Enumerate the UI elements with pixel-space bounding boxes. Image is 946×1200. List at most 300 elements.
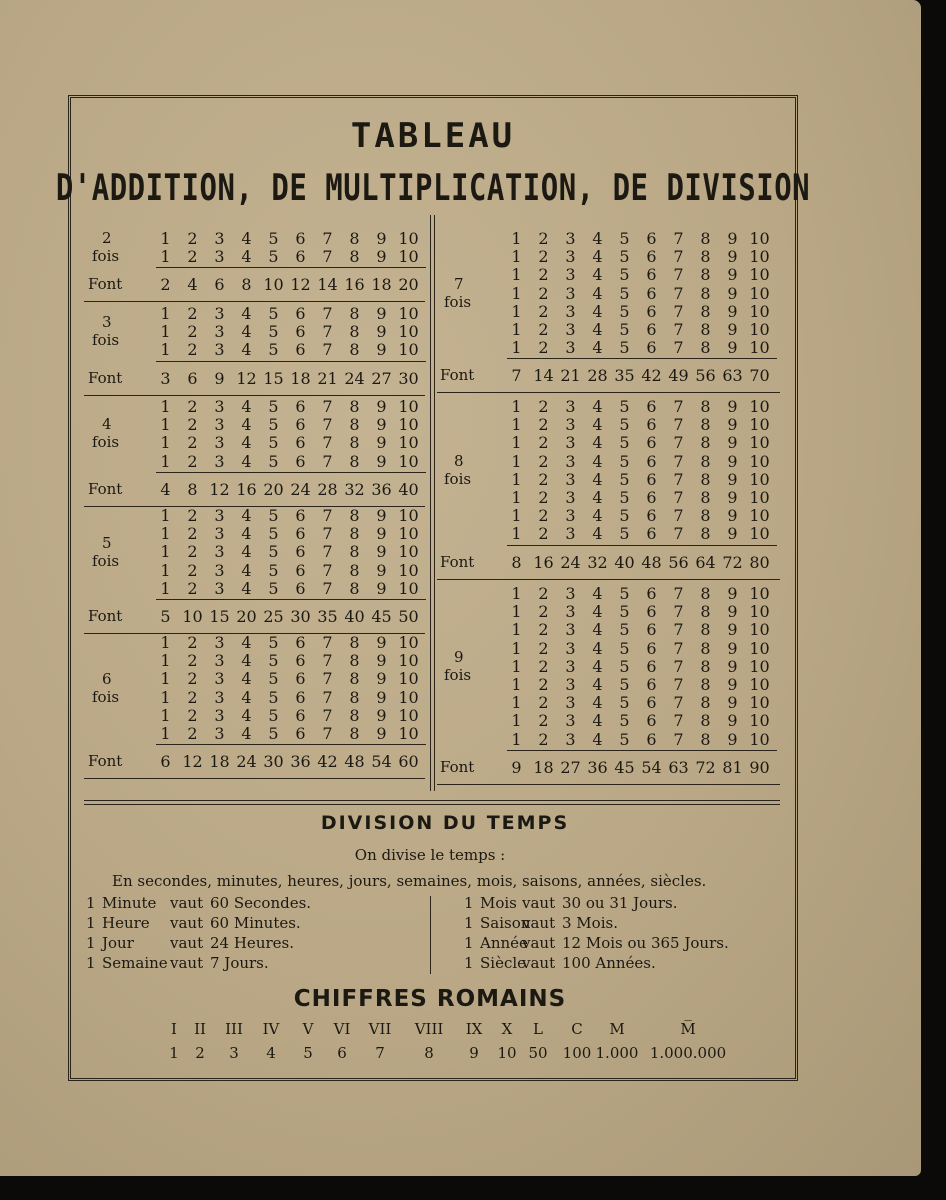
table-cell: 5 <box>268 433 279 453</box>
table-cell: 1 <box>160 340 171 360</box>
arabic-numeral: 50 <box>528 1044 548 1062</box>
table-cell: 3 <box>565 397 576 416</box>
table-cell: 4 <box>592 451 603 471</box>
table-cell: 6 <box>646 469 657 489</box>
table-cell: 7 <box>673 397 684 416</box>
table-cell: 2 <box>538 338 549 358</box>
table-cell: 6 <box>646 433 657 453</box>
table-cell: 10 <box>749 488 770 507</box>
table-cell: 1 <box>511 675 522 694</box>
table-cell: 9 <box>727 451 738 471</box>
table-cell: 5 <box>268 322 279 342</box>
table-cell: 2 <box>538 584 549 603</box>
table-cell: 9 <box>376 415 387 435</box>
time-value: 30 ou 31 Jours. <box>562 894 678 912</box>
table-cell: 10 <box>749 247 770 267</box>
table-cell: 7 <box>673 711 684 731</box>
table-cell: 9 <box>376 340 387 360</box>
table-result: 32 <box>344 479 365 499</box>
table-cell: 4 <box>241 397 252 416</box>
table-3-underline <box>156 361 426 362</box>
table-cell: 6 <box>646 524 657 544</box>
table-cell: 5 <box>619 229 630 248</box>
table-cell: 6 <box>646 656 657 676</box>
table-8-font-label: Font <box>440 552 475 571</box>
table-cell: 8 <box>700 433 711 453</box>
table-cell: 9 <box>727 320 738 339</box>
table-cell: 4 <box>592 602 603 622</box>
table-result: 18 <box>533 757 554 777</box>
table-cell: 9 <box>727 488 738 507</box>
table-cell: 6 <box>295 560 306 580</box>
table-cell: 6 <box>295 415 306 435</box>
table-cell: 3 <box>214 340 225 360</box>
table-5-font-label: Font <box>88 607 123 625</box>
table-6-row <box>152 633 422 652</box>
table-result: 45 <box>371 607 392 626</box>
arabic-numeral: 1 <box>169 1044 179 1062</box>
table-cell: 8 <box>349 633 360 652</box>
table-cell: 8 <box>700 338 711 358</box>
arabic-numeral: 6 <box>337 1044 347 1062</box>
table-result: 90 <box>749 757 770 777</box>
table-cell: 9 <box>376 578 387 598</box>
time-qty: 1 <box>464 894 474 912</box>
table-cell: 8 <box>700 247 711 267</box>
table-result: 32 <box>587 552 608 572</box>
table-cell: 3 <box>565 584 576 603</box>
table-4-row <box>152 452 422 471</box>
table-cell: 6 <box>646 675 657 694</box>
table-result: 40 <box>614 552 635 572</box>
table-cell: 10 <box>398 578 419 598</box>
table-cell: 1 <box>160 687 171 707</box>
table-cell: 9 <box>376 247 387 267</box>
table-cell: 2 <box>187 304 198 323</box>
table-5-row <box>152 542 422 561</box>
table-cell: 7 <box>322 433 333 453</box>
arabic-numeral: 10 <box>497 1044 517 1062</box>
table-cell: 7 <box>673 247 684 267</box>
table-cell: 4 <box>241 340 252 360</box>
time-value: 60 Minutes. <box>210 914 301 932</box>
arabic-numeral: 1.000 <box>595 1044 639 1062</box>
table-cell: 10 <box>749 415 770 435</box>
table-4-underline <box>156 472 426 473</box>
table-result: 6 <box>187 368 198 388</box>
table-cell: 5 <box>619 283 630 303</box>
table-cell: 1 <box>160 651 171 671</box>
table-cell: 6 <box>646 729 657 749</box>
time-verb: vaut <box>170 894 204 912</box>
table-2-row <box>152 229 422 248</box>
table-cell: 10 <box>398 415 419 435</box>
table-9-row <box>503 693 773 712</box>
table-cell: 9 <box>376 669 387 689</box>
time-unit: Siècle <box>480 954 527 972</box>
table-3-font-label: Font <box>88 368 123 387</box>
table-result: 10 <box>182 607 203 626</box>
table-8-row <box>503 433 773 452</box>
table-2-label-number: 2 <box>102 229 112 248</box>
table-cell: 8 <box>700 488 711 507</box>
table-cell: 8 <box>700 584 711 603</box>
table-result: 21 <box>560 366 581 386</box>
table-6-font-label: Font <box>88 752 123 771</box>
time-unit: Mois <box>480 894 517 912</box>
table-cell: 9 <box>376 322 387 342</box>
table-cell: 4 <box>241 247 252 267</box>
table-cell: 9 <box>376 724 387 743</box>
table-result: 3 <box>160 368 171 388</box>
time-unit: Saison <box>480 914 531 932</box>
table-7-font-label: Font <box>440 366 475 385</box>
table-cell: 2 <box>187 669 198 689</box>
table-result: 8 <box>187 479 198 499</box>
table-cell: 9 <box>376 229 387 248</box>
table-cell: 6 <box>646 301 657 321</box>
table-5-row <box>152 561 422 580</box>
table-result: 30 <box>263 752 284 772</box>
table-cell: 1 <box>511 506 522 526</box>
roman-numeral: I <box>171 1020 177 1038</box>
table-cell: 7 <box>322 415 333 435</box>
table-cell: 5 <box>619 397 630 416</box>
table-cell: 9 <box>727 506 738 526</box>
table-result: 10 <box>263 275 284 295</box>
table-cell: 1 <box>160 542 171 562</box>
table-result: 48 <box>344 752 365 772</box>
table-result: 18 <box>209 752 230 772</box>
table-cell: 4 <box>592 301 603 321</box>
table-cell: 7 <box>322 397 333 416</box>
table-cell: 9 <box>376 506 387 525</box>
table-cell: 10 <box>398 524 419 544</box>
table-cell: 2 <box>187 687 198 707</box>
table-cell: 10 <box>749 229 770 248</box>
table-cell: 9 <box>376 633 387 652</box>
roman-numeral: VI <box>333 1020 351 1038</box>
table-cell: 5 <box>619 433 630 453</box>
table-result: 18 <box>371 275 392 295</box>
table-cell: 8 <box>700 229 711 248</box>
table-8-results <box>503 553 773 572</box>
table-cell: 5 <box>619 656 630 676</box>
table-result: 54 <box>371 752 392 772</box>
table-cell: 4 <box>241 669 252 689</box>
table-cell: 3 <box>214 451 225 471</box>
roman-numeral: IV <box>262 1020 280 1038</box>
table-result: 63 <box>722 366 743 386</box>
table-cell: 2 <box>187 397 198 416</box>
table-result: 54 <box>641 757 662 777</box>
table-cell: 7 <box>322 506 333 525</box>
table-cell: 7 <box>322 651 333 671</box>
table-cell: 3 <box>565 524 576 544</box>
table-cell: 5 <box>619 584 630 603</box>
table-cell: 6 <box>295 229 306 248</box>
table-cell: 4 <box>241 560 252 580</box>
table-cell: 2 <box>538 451 549 471</box>
table-cell: 3 <box>565 229 576 248</box>
table-cell: 6 <box>646 620 657 640</box>
table-cell: 2 <box>538 320 549 339</box>
table-3-separator <box>84 395 425 396</box>
table-cell: 10 <box>749 506 770 526</box>
table-cell: 1 <box>511 711 522 731</box>
roman-numeral: V <box>302 1020 314 1038</box>
table-cell: 1 <box>160 724 171 743</box>
table-result: 8 <box>511 552 522 572</box>
table-cell: 10 <box>398 669 419 689</box>
table-cell: 4 <box>592 524 603 544</box>
table-cell: 2 <box>538 469 549 489</box>
table-cell: 7 <box>322 451 333 471</box>
section-divider <box>84 800 780 805</box>
table-cell: 4 <box>241 542 252 562</box>
table-cell: 5 <box>619 693 630 713</box>
table-cell: 10 <box>749 283 770 303</box>
table-cell: 1 <box>160 560 171 580</box>
table-cell: 9 <box>727 301 738 321</box>
table-cell: 6 <box>646 488 657 507</box>
table-cell: 1 <box>511 729 522 749</box>
table-7-row <box>503 247 773 266</box>
table-result: 35 <box>317 607 338 626</box>
table-cell: 4 <box>241 524 252 544</box>
table-8-label-number: 8 <box>454 451 464 470</box>
table-cell: 4 <box>592 469 603 489</box>
table-cell: 2 <box>187 542 198 562</box>
table-cell: 7 <box>322 340 333 360</box>
table-result: 24 <box>236 752 257 772</box>
table-cell: 3 <box>565 729 576 749</box>
page-title: TABLEAU <box>350 116 516 156</box>
table-result: 12 <box>236 368 257 388</box>
table-cell: 5 <box>619 524 630 544</box>
table-cell: 4 <box>241 229 252 248</box>
table-cell: 10 <box>749 711 770 731</box>
table-5-row <box>152 579 422 598</box>
table-cell: 5 <box>619 338 630 358</box>
table-cell: 2 <box>538 229 549 248</box>
table-cell: 5 <box>268 669 279 689</box>
table-cell: 1 <box>160 247 171 267</box>
table-cell: 1 <box>160 506 171 525</box>
time-unit: Jour <box>102 934 134 952</box>
table-cell: 1 <box>160 633 171 652</box>
roman-numeral: II <box>194 1020 206 1038</box>
table-cell: 3 <box>214 669 225 689</box>
time-qty: 1 <box>464 934 474 952</box>
table-result: 27 <box>371 368 392 388</box>
table-result: 56 <box>695 366 716 386</box>
table-9-row <box>503 584 773 603</box>
table-result: 4 <box>160 479 171 499</box>
table-cell: 7 <box>673 656 684 676</box>
table-cell: 6 <box>295 451 306 471</box>
table-cell: 5 <box>619 488 630 507</box>
table-cell: 2 <box>538 301 549 321</box>
table-cell: 1 <box>160 322 171 342</box>
table-cell: 8 <box>700 656 711 676</box>
table-cell: 9 <box>727 602 738 622</box>
table-cell: 7 <box>322 724 333 743</box>
table-cell: 3 <box>565 488 576 507</box>
table-cell: 4 <box>592 283 603 303</box>
table-cell: 3 <box>214 524 225 544</box>
table-cell: 9 <box>727 469 738 489</box>
table-6-label-fois: fois <box>92 687 120 706</box>
table-cell: 4 <box>241 651 252 671</box>
table-cell: 9 <box>727 638 738 658</box>
table-cell: 10 <box>749 638 770 658</box>
table-cell: 8 <box>700 729 711 749</box>
table-cell: 3 <box>565 469 576 489</box>
table-cell: 10 <box>749 656 770 676</box>
table-cell: 7 <box>673 584 684 603</box>
table-cell: 6 <box>646 338 657 358</box>
table-cell: 10 <box>398 451 419 471</box>
table-cell: 7 <box>673 488 684 507</box>
table-cell: 5 <box>619 729 630 749</box>
table-result: 70 <box>749 366 770 386</box>
table-cell: 6 <box>646 451 657 471</box>
table-cell: 5 <box>619 265 630 285</box>
table-4-results <box>152 480 422 499</box>
table-8-row <box>503 452 773 471</box>
table-cell: 2 <box>187 506 198 525</box>
table-cell: 3 <box>565 506 576 526</box>
table-cell: 8 <box>349 506 360 525</box>
table-cell: 9 <box>727 729 738 749</box>
table-cell: 8 <box>700 693 711 713</box>
table-result: 6 <box>160 752 171 772</box>
table-result: 15 <box>209 607 230 626</box>
table-cell: 1 <box>511 602 522 622</box>
table-cell: 1 <box>511 283 522 303</box>
table-cell: 5 <box>268 651 279 671</box>
table-cell: 3 <box>214 322 225 342</box>
table-cell: 2 <box>187 451 198 471</box>
table-9-font-label: Font <box>440 757 475 776</box>
table-cell: 6 <box>295 542 306 562</box>
table-7-row <box>503 338 773 357</box>
table-cell: 6 <box>646 584 657 603</box>
table-result: 42 <box>641 366 662 386</box>
table-cell: 6 <box>295 669 306 689</box>
time-verb: vaut <box>170 914 204 932</box>
table-cell: 2 <box>538 638 549 658</box>
table-result: 25 <box>263 607 284 626</box>
table-cell: 1 <box>160 578 171 598</box>
table-cell: 8 <box>700 711 711 731</box>
table-cell: 1 <box>160 524 171 544</box>
table-cell: 1 <box>511 247 522 267</box>
table-cell: 10 <box>398 304 419 323</box>
table-cell: 10 <box>398 687 419 707</box>
table-cell: 1 <box>511 656 522 676</box>
table-cell: 8 <box>349 451 360 471</box>
table-cell: 4 <box>592 433 603 453</box>
table-cell: 7 <box>673 693 684 713</box>
table-cell: 8 <box>700 506 711 526</box>
table-result: 8 <box>241 275 252 295</box>
table-result: 35 <box>614 366 635 386</box>
table-8-row <box>503 415 773 434</box>
time-qty: 1 <box>86 914 96 932</box>
table-result: 20 <box>236 607 257 626</box>
table-cell: 4 <box>592 415 603 435</box>
table-cell: 6 <box>646 283 657 303</box>
table-2-row <box>152 247 422 266</box>
table-cell: 4 <box>592 247 603 267</box>
table-8-underline <box>507 545 777 546</box>
table-cell: 8 <box>700 301 711 321</box>
table-cell: 9 <box>727 524 738 544</box>
table-cell: 3 <box>214 542 225 562</box>
table-result: 20 <box>398 275 419 295</box>
table-result: 7 <box>511 366 522 386</box>
table-cell: 4 <box>592 338 603 358</box>
table-cell: 4 <box>592 397 603 416</box>
table-4-row <box>152 433 422 452</box>
table-cell: 5 <box>619 675 630 694</box>
arabic-numeral: 4 <box>266 1044 276 1062</box>
table-cell: 8 <box>349 578 360 598</box>
table-cell: 7 <box>673 524 684 544</box>
table-cell: 8 <box>700 265 711 285</box>
time-value: 3 Mois. <box>562 914 618 932</box>
table-result: 80 <box>749 552 770 572</box>
table-cell: 5 <box>619 415 630 435</box>
roman-numeral: VII <box>368 1020 392 1038</box>
table-cell: 5 <box>268 578 279 598</box>
table-cell: 1 <box>160 669 171 689</box>
table-cell: 1 <box>511 451 522 471</box>
table-cell: 8 <box>700 451 711 471</box>
table-cell: 2 <box>538 711 549 731</box>
table-9-row <box>503 620 773 639</box>
table-cell: 3 <box>565 620 576 640</box>
table-cell: 6 <box>646 506 657 526</box>
table-cell: 3 <box>214 506 225 525</box>
table-cell: 10 <box>398 397 419 416</box>
table-cell: 6 <box>646 320 657 339</box>
table-cell: 1 <box>511 301 522 321</box>
table-cell: 7 <box>322 542 333 562</box>
table-cell: 7 <box>673 602 684 622</box>
table-cell: 1 <box>160 229 171 248</box>
table-result: 15 <box>263 368 284 388</box>
table-cell: 2 <box>538 524 549 544</box>
table-cell: 5 <box>268 397 279 416</box>
table-result: 5 <box>160 607 171 626</box>
table-cell: 9 <box>376 651 387 671</box>
table-cell: 8 <box>349 687 360 707</box>
table-result: 9 <box>214 368 225 388</box>
table-cell: 8 <box>700 415 711 435</box>
table-result: 24 <box>290 479 311 499</box>
table-cell: 6 <box>646 602 657 622</box>
table-cell: 6 <box>295 705 306 725</box>
table-cell: 6 <box>295 524 306 544</box>
table-cell: 2 <box>538 693 549 713</box>
table-cell: 2 <box>538 656 549 676</box>
table-8-row <box>503 470 773 489</box>
table-cell: 4 <box>241 578 252 598</box>
table-cell: 1 <box>511 433 522 453</box>
